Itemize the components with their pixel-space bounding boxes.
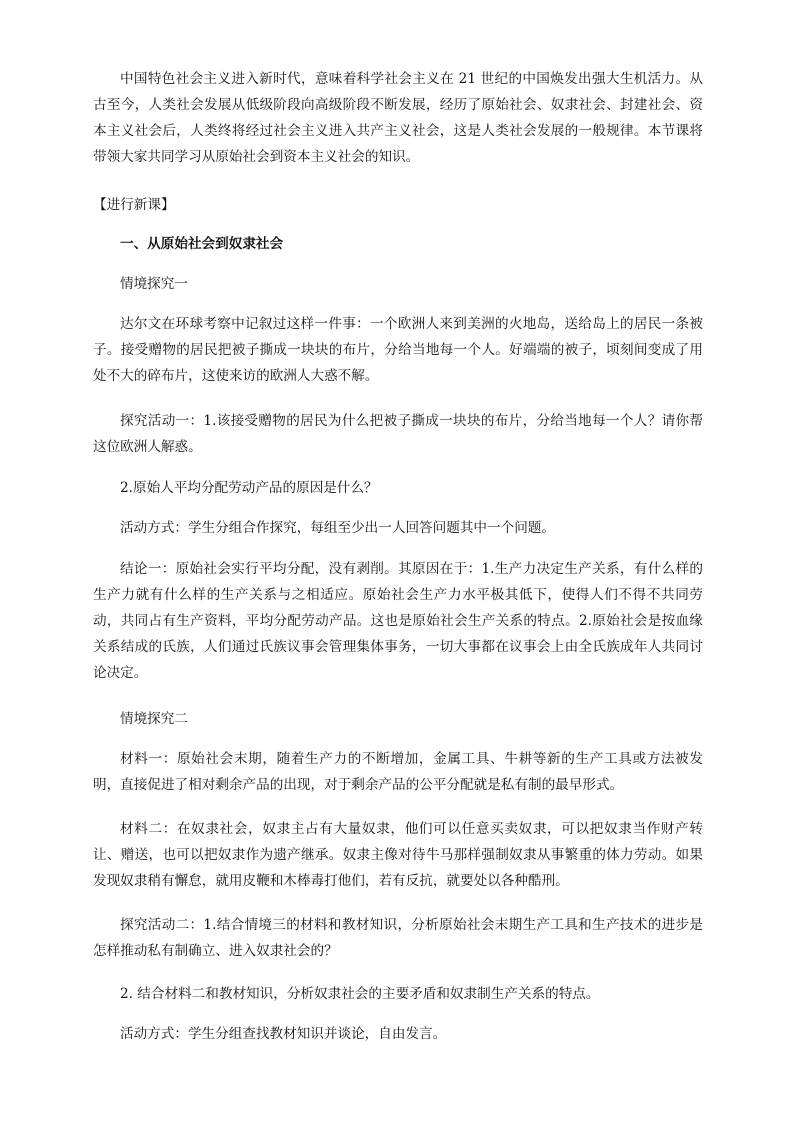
activity-method-1: 活动方式：学生分组合作探究，每组至少出一人回答问题其中一个问题。 [120, 520, 555, 536]
activity-method-2: 活动方式：学生分组查找教材知识并谈论，自由发言。 [120, 1026, 447, 1042]
intro-paragraph: 中国特色社会主义进入新时代，意味着科学社会主义在 21 世纪的中国焕发出强大生机活力。从古至今，人类社会发展从低级阶段向高级阶段不断发展，经历了原始社会、奴隶社会、封建社会、资本主义社会后，人类终将经过社会主义进入共产主义社会，这是人类社会发展的一般规律。本节课将带领大家共同学习从原始社会到资本主义社会的知识。 [93, 71, 703, 165]
activity-two-question-2: 2. 结合材料二和教材知识，分析奴隶社会的主要矛盾和奴隶制生产关系的特点。 [120, 986, 600, 1002]
activity-one-question-1: 探究活动一：1.该接受赠物的居民为什么把被子撕成一块块的布片，分给当地每一个人？请你帮这位欧洲人解惑。 [93, 413, 703, 455]
darwin-story-paragraph: 达尔文在环球考察中记叙过这样一件事：一个欧洲人来到美洲的火地岛，送给岛上的居民一条被子。接受赠物的居民把被子撕成一块块的布片，分给当地每一个人。好端端的被子，顷刻间变成了用处不大的碎布片，这使来访的欧洲人大惑不解。 [93, 316, 703, 384]
activity-two-question-1: 探究活动二：1.结合情境三的材料和教材知识，分析原始社会末期生产工具和生产技术的进步是怎样推动私有制确立、进入奴隶社会的？ [93, 917, 703, 959]
scenario-heading-2: 情境探究二 [120, 711, 188, 727]
section-marker: 【进行新课】 [93, 197, 175, 213]
conclusion-one: 结论一：原始社会实行平均分配，没有剥削。其原因在于：1.生产力决定生产关系，有什么样的生产力就有什么样的生产关系与之相适应。原始社会生产力水平极其低下，使得人们不得不共同劳动，共同占有生产资料，平均分配劳动产品。这也是原始社会生产关系的特点。2.原始社会是按血缘关系结成的氏族，人们通过氏族议事会管理集体事务，一切大事都在议事会上由全氏族成年人共同讨论决定。 [93, 561, 703, 681]
material-two: 材料二：在奴隶社会，奴隶主占有大量奴隶，他们可以任意买卖奴隶，可以把奴隶当作财产转让、赠送，也可以把奴隶作为遗产继承。奴隶主像对待牛马那样强制奴隶从事繁重的体力劳动。如果发现奴隶稍有懈怠，就用皮鞭和木棒毒打他们，若有反抗，就要处以各种酷刑。 [93, 821, 703, 889]
scenario-heading-1: 情境探究一 [120, 276, 188, 292]
section-heading: 一、从原始社会到奴隶社会 [120, 236, 284, 252]
activity-one-question-2: 2.原始人平均分配劳动产品的原因是什么？ [120, 480, 378, 496]
material-one: 材料一：原始社会末期，随着生产力的不断增加，金属工具、牛耕等新的生产工具或方法被发明，直接促进了相对剩余产品的出现，对于剩余产品的公平分配就是私有制的最早形式。 [93, 751, 703, 793]
